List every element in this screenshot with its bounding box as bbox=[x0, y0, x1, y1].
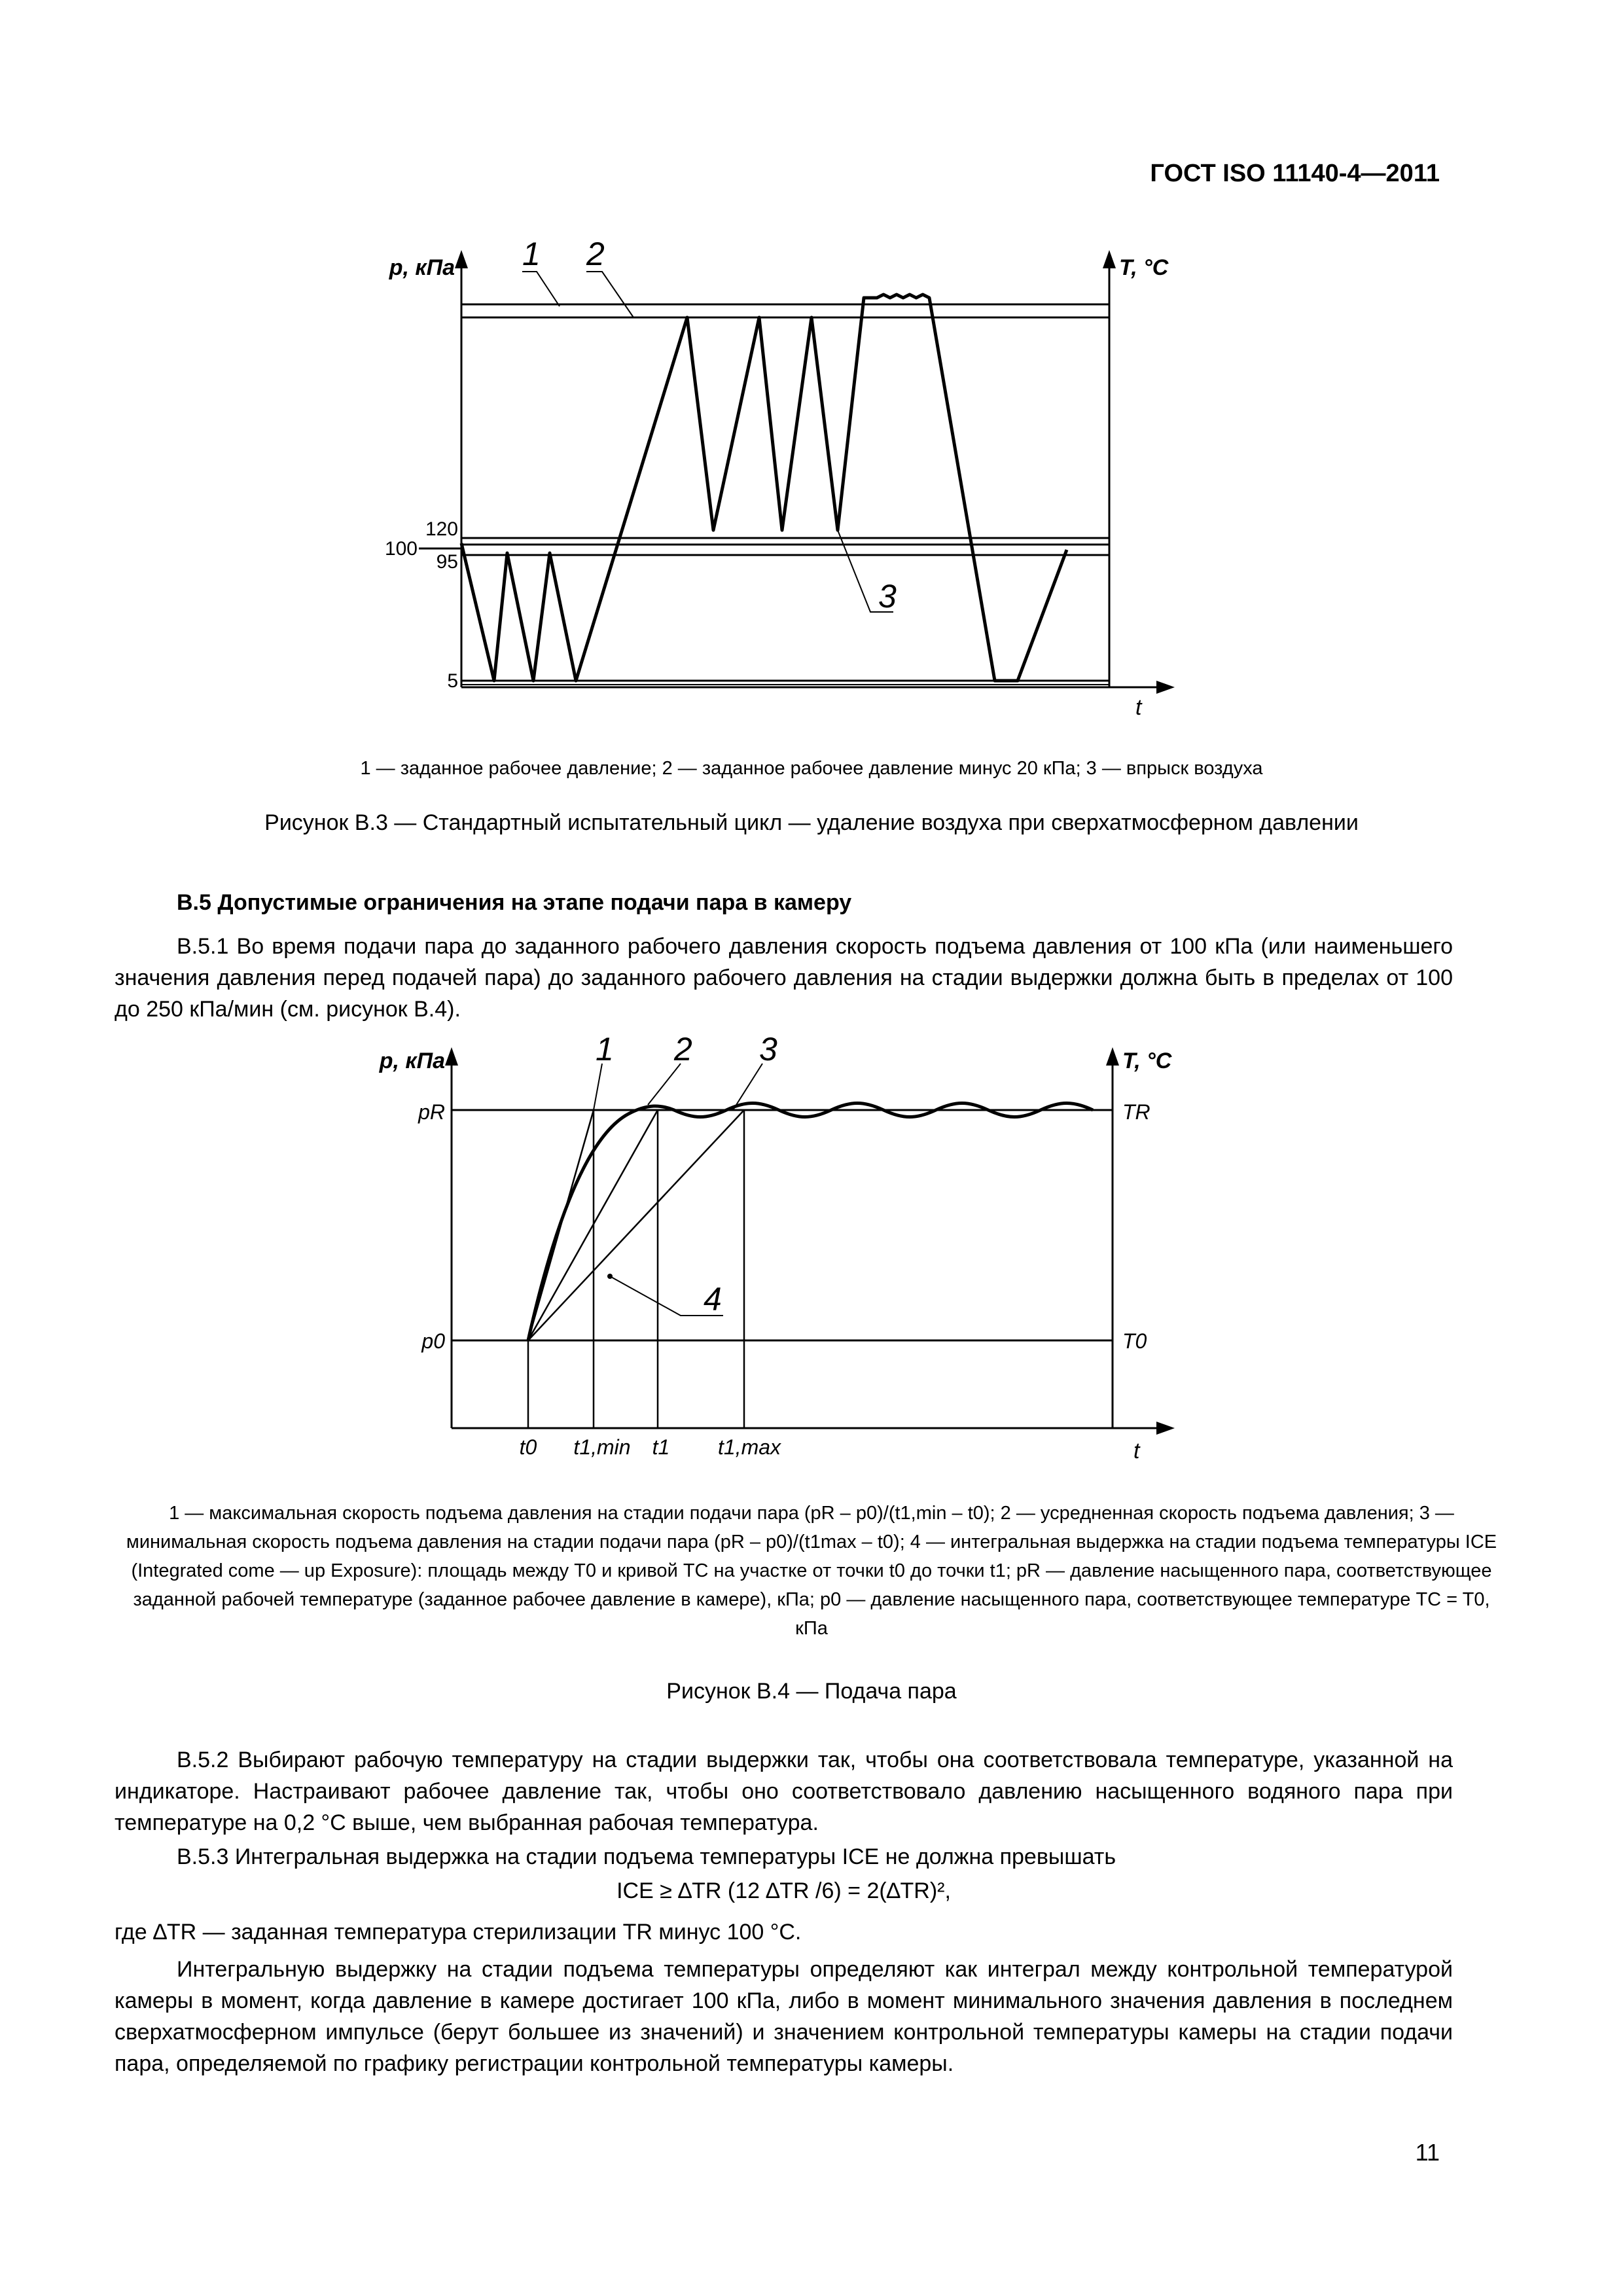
b4-T0-label: T0 bbox=[1122, 1329, 1147, 1353]
figure-b3-svg bbox=[340, 236, 1204, 733]
figure-b4-svg bbox=[340, 1028, 1204, 1486]
paragraph-ice-definition bbox=[115, 1954, 1453, 2079]
paragraph-b52 bbox=[115, 1744, 1453, 1839]
b4-callout-2: 2 bbox=[674, 1031, 692, 1067]
b3-leader-2 bbox=[586, 272, 633, 317]
b3-cycle-curve bbox=[461, 295, 1067, 681]
section-b5-heading: В.5 Допустимые ограничения на этапе подачи пара в камеру bbox=[177, 890, 852, 915]
figure-b3-caption: Рисунок В.3 — Стандартный испытательный цикл — удаление воздуха при сверхатмосферном давлении bbox=[264, 810, 1359, 835]
b3-tick-100-label: 100 bbox=[384, 538, 418, 560]
b3-callout-1: 1 bbox=[522, 236, 541, 272]
b4-leader-2 bbox=[648, 1064, 681, 1105]
page-number: 11 bbox=[1415, 2139, 1440, 2166]
ice-formula: ICE ≥ ∆TR (12 ∆TR /6) = 2(∆TR)², bbox=[616, 1878, 951, 1903]
b4-callout-4: 4 bbox=[704, 1281, 722, 1318]
b3-right-axis-arrow bbox=[1103, 250, 1116, 268]
b4-right-axis-arrow bbox=[1106, 1047, 1119, 1066]
b4-x-label: t bbox=[1133, 1439, 1140, 1463]
figure-b3-legend: 1 — заданное рабочее давление; 2 — заданное рабочее давление минус 20 кПа; 3 — впрыск воздуха bbox=[360, 758, 1263, 779]
b4-callout-1: 1 bbox=[596, 1031, 614, 1067]
b4-callout-3: 3 bbox=[759, 1031, 777, 1067]
paragraph-ice-definition-text: Интегральную выдержку на стадии подъема температуры определяют как интеграл между контрольной температурой камеры в момент, когда давление в камере достигает 100 кПа, либо в момент минимального значения давления в последнем сверхатмосферном импульсе (берут большее из значений) и значением контрольной температуры камеры на стадии подачи пара, определяемой по графику регистрации контрольной температуры камеры. bbox=[115, 1957, 1453, 2076]
b3-callout-3: 3 bbox=[878, 578, 897, 615]
paragraph-b51-text: В.5.1 Во время подачи пара до заданного рабочего давления скорость подъема давления от 100 кПа (или наименьшего значения давления перед подачей пара) до заданного рабочего давления на стадии выдержки должна быть в пределах от 100 до 250 кПа/мин (см. рисунок В.4). bbox=[115, 934, 1453, 1022]
b4-left-axis-arrow bbox=[445, 1047, 458, 1066]
b3-callout-2: 2 bbox=[586, 236, 605, 272]
b4-y-right-label: T, °C bbox=[1122, 1049, 1172, 1073]
b4-t1max-label: t1,max bbox=[717, 1435, 781, 1459]
figure-b4-caption: Рисунок В.4 — Подача пара bbox=[666, 1679, 957, 1704]
b3-tick-5-label: 5 bbox=[447, 670, 458, 692]
b4-pR-label: pR bbox=[418, 1100, 445, 1124]
b4-TR-label: TR bbox=[1122, 1100, 1150, 1124]
standard-header: ГОСТ ISO 11140-4—2011 bbox=[1150, 160, 1440, 187]
b3-x-label: t bbox=[1135, 695, 1142, 720]
figure-b4 bbox=[340, 1028, 1204, 1486]
b3-y-left-label: p, кПа bbox=[389, 255, 455, 280]
paragraph-b52-text: В.5.2 Выбирают рабочую температуру на стадии выдержки так, чтобы она соответствовала температуре, указанной на индикаторе. Настраивают рабочее давление так, чтобы оно соответствовало давлению насыщенного водяного пара при температуре на 0,2 °С выше, чем выбранная рабочая температура. bbox=[115, 1748, 1453, 1835]
b4-y-left-label: p, кПа bbox=[379, 1049, 445, 1073]
b4-time-axis-arrow bbox=[1156, 1422, 1175, 1435]
b4-pressure-curve bbox=[528, 1103, 1093, 1341]
b4-callout-4-dot bbox=[607, 1274, 613, 1279]
paragraph-b53-text: В.5.3 Интегральная выдержка на стадии подъема температуры ICE не должна превышать bbox=[177, 1844, 1116, 1869]
b3-y-right-label: T, °C bbox=[1119, 255, 1169, 280]
paragraph-b53 bbox=[115, 1841, 1453, 1873]
b3-tick-95-label: 95 bbox=[436, 551, 458, 573]
b4-leader-1 bbox=[594, 1064, 602, 1110]
b4-t1-label: t1 bbox=[652, 1435, 670, 1459]
b3-tick-120-label: 120 bbox=[425, 518, 458, 540]
b4-t1min-label: t1,min bbox=[573, 1435, 631, 1459]
b3-leader-1 bbox=[522, 272, 560, 306]
figure-b3 bbox=[340, 236, 1204, 733]
section-b5-paragraph-1 bbox=[115, 931, 1453, 1025]
b4-p0-label: p0 bbox=[421, 1329, 445, 1353]
figure-b4-legend: 1 — максимальная скорость подъема давления на стадии подачи пара (pR – p0)/(t1,min – t0); 2 — усредненная скорость подъема давления; 3 — минимальная скорость подъема давления на стадии подачи пара (pR – p0)/(t1max – t0); 4 — интегральная выдержка на стадии подъема температуры ICE (Integrated come — up Exposure): площадь между T0 и кривой TC на участке от точки t0 до точки t1; pR — давление насыщенного пара, соответствующее заданной рабочей температуре (заданное рабочее давление в камере), кПа; p0 — давление насыщенного пара, соответствующее температуре TC = T0, кПа bbox=[126, 1503, 1497, 1639]
b4-t0-label: t0 bbox=[519, 1435, 537, 1459]
b3-left-axis-arrow bbox=[455, 250, 468, 268]
b3-time-axis-arrow bbox=[1156, 681, 1175, 694]
formula-where: где ∆TR — заданная температура стерилизации TR минус 100 °С. bbox=[115, 1920, 802, 1945]
